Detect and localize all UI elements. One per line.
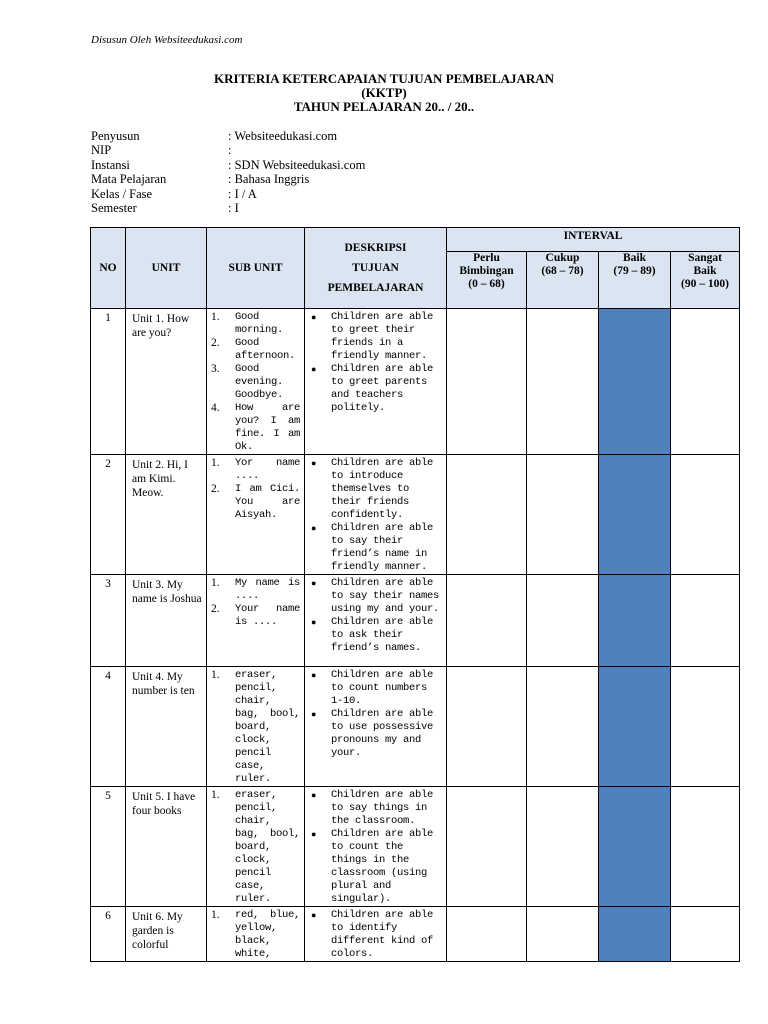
- sub-unit-list: [207, 577, 304, 629]
- cell-no: 1: [91, 309, 126, 455]
- bullet-icon: ●: [311, 910, 317, 920]
- cell-perlu-bimbingan[interactable]: [447, 309, 527, 455]
- header-cukup: [527, 252, 599, 309]
- description-text: Children are able to identify different kind of colors.: [331, 909, 434, 960]
- sub-unit-item: [207, 337, 304, 363]
- cell-no: 3: [91, 575, 126, 667]
- cell-sangat-baik[interactable]: [671, 575, 740, 667]
- sub-unit-number: 2.: [211, 337, 220, 349]
- info-value: : I / A: [228, 186, 257, 201]
- sub-unit-text: red, blue, yellow, black, white,: [235, 909, 300, 960]
- description-item: [305, 363, 446, 415]
- description-item: [305, 522, 446, 574]
- cell-sub-unit: [207, 907, 305, 962]
- kktp-table: [90, 227, 740, 962]
- sub-unit-item: [207, 577, 304, 603]
- cell-baik[interactable]: [599, 667, 671, 787]
- info-row-kelas-fase: [91, 187, 365, 201]
- header-perlu-bimbingan: [447, 252, 527, 309]
- info-label: NIP: [91, 143, 112, 158]
- description-list: [305, 669, 446, 760]
- description-list: [305, 789, 446, 906]
- description-item: [305, 311, 446, 363]
- cell-unit: Unit 2. Hi, I am Kimi. Meow.: [126, 455, 207, 575]
- header-interval: INTERVAL: [447, 228, 740, 252]
- header-unit: UNIT: [126, 228, 207, 309]
- header-sub-unit: SUB UNIT: [207, 228, 305, 309]
- description-text: Children are able to ask their friend’s names.: [331, 616, 434, 654]
- title-line-3: TAHUN PELAJARAN 20.. / 20..: [293, 99, 475, 114]
- description-item: [305, 789, 446, 828]
- info-value: :: [228, 143, 232, 158]
- bullet-icon: ●: [311, 458, 317, 468]
- cell-sub-unit: [207, 575, 305, 667]
- sub-unit-number: 1.: [211, 789, 220, 801]
- sub-unit-item: [207, 909, 304, 961]
- cell-description: [305, 455, 447, 575]
- description-text: Children are able to count numbers 1-10.: [331, 669, 434, 707]
- header-line: Sangat: [688, 252, 722, 264]
- info-row-penyusun: [91, 129, 365, 143]
- sub-unit-list: [207, 789, 304, 906]
- cell-baik[interactable]: [599, 309, 671, 455]
- description-list: [305, 457, 446, 574]
- cell-description: [305, 309, 447, 455]
- cell-cukup[interactable]: [527, 787, 599, 907]
- description-item: [305, 909, 446, 961]
- cell-cukup[interactable]: [527, 455, 599, 575]
- sub-unit-item: [207, 402, 304, 454]
- sub-unit-text: How are you? I am fine. I am Ok.: [235, 402, 300, 453]
- header-deskripsi-line: DESKRIPSI: [344, 242, 407, 254]
- description-list: [305, 577, 446, 655]
- sub-unit-number: 1.: [211, 669, 220, 681]
- sub-unit-number: 1.: [211, 577, 220, 589]
- sub-unit-item: [207, 457, 304, 483]
- table-row: [91, 455, 740, 575]
- header-line: Bimbingan: [459, 265, 514, 277]
- header-baik: [599, 252, 671, 309]
- sub-unit-list: [207, 311, 304, 454]
- description-item: [305, 457, 446, 522]
- document-title: [0, 72, 768, 114]
- sub-unit-number: 2.: [211, 483, 220, 495]
- header-no: NO: [91, 228, 126, 309]
- sub-unit-item: [207, 311, 304, 337]
- bullet-icon: ●: [311, 578, 317, 588]
- bullet-icon: ●: [311, 364, 317, 374]
- cell-description: [305, 575, 447, 667]
- sub-unit-text: eraser, pencil, chair, bag, bool, board, clock, pencil case, ruler.: [235, 669, 300, 785]
- sub-unit-number: 3.: [211, 363, 220, 375]
- table-row: [91, 309, 740, 455]
- table-row: [91, 787, 740, 907]
- sub-unit-item: [207, 483, 304, 522]
- sub-unit-text: Good morning.: [235, 311, 284, 336]
- cell-sub-unit: [207, 309, 305, 455]
- cell-unit: Unit 5. I have four books: [126, 787, 207, 907]
- bullet-icon: ●: [311, 709, 317, 719]
- sub-unit-item: [207, 363, 304, 402]
- cell-description: [305, 907, 447, 962]
- cell-sub-unit: [207, 667, 305, 787]
- cell-unit: Unit 3. My name is Joshua: [126, 575, 207, 667]
- cell-sangat-baik[interactable]: [671, 455, 740, 575]
- cell-sangat-baik[interactable]: [671, 787, 740, 907]
- sub-unit-item: [207, 603, 304, 629]
- sub-unit-text: eraser, pencil, chair, bag, bool, board, clock, pencil case, ruler.: [235, 789, 300, 905]
- cell-baik[interactable]: [599, 907, 671, 962]
- description-text: Children are able to say things in the classroom.: [331, 789, 434, 827]
- cell-cukup[interactable]: [527, 309, 599, 455]
- sub-unit-number: 1.: [211, 909, 220, 921]
- cell-description: [305, 667, 447, 787]
- description-text: Children are able to count the things in the classroom (using plural and singular).: [331, 828, 434, 905]
- info-label: Mata Pelajaran: [91, 172, 167, 187]
- info-row-nip: [91, 143, 365, 157]
- description-item: [305, 577, 446, 616]
- cell-unit: Unit 1. How are you?: [126, 309, 207, 455]
- description-item: [305, 828, 446, 906]
- sub-unit-number: 4.: [211, 402, 220, 414]
- info-value: : Bahasa Inggris: [228, 172, 310, 187]
- cell-sub-unit: [207, 455, 305, 575]
- sub-unit-text: Good afternoon.: [235, 337, 296, 362]
- sub-unit-number: 1.: [211, 457, 220, 469]
- cell-sangat-baik[interactable]: [671, 309, 740, 455]
- info-label: Kelas / Fase: [91, 186, 153, 201]
- info-block: [91, 129, 365, 215]
- info-value: : Websiteedukasi.com: [228, 129, 338, 143]
- header-line: (90 – 100): [681, 278, 729, 290]
- cell-sub-unit: [207, 787, 305, 907]
- cell-perlu-bimbingan[interactable]: [447, 455, 527, 575]
- header-deskripsi-line: TUJUAN: [352, 262, 399, 274]
- sub-unit-text: My name is ....: [235, 577, 300, 602]
- sub-unit-text: Good evening. Goodbye.: [235, 363, 284, 401]
- cell-perlu-bimbingan[interactable]: [447, 907, 527, 962]
- title-line-1: KRITERIA KETERCAPAIAN TUJUAN PEMBELAJARAN: [213, 71, 555, 86]
- bullet-icon: ●: [311, 790, 317, 800]
- cell-description: [305, 787, 447, 907]
- sub-unit-text: Your name is ....: [235, 603, 300, 628]
- cell-no: 5: [91, 787, 126, 907]
- sub-unit-text: I am Cici. You are Aisyah.: [235, 483, 300, 521]
- description-text: Children are able to say their friend’s name in friendly manner.: [331, 522, 434, 573]
- cell-sangat-baik[interactable]: [671, 907, 740, 962]
- cell-no: 6: [91, 907, 126, 962]
- sub-unit-number: 2.: [211, 603, 220, 615]
- cell-cukup[interactable]: [527, 667, 599, 787]
- bullet-icon: ●: [311, 523, 317, 533]
- cell-no: 2: [91, 455, 126, 575]
- description-text: Children are able to greet parents and teachers politely.: [331, 363, 434, 414]
- sub-unit-list: [207, 457, 304, 522]
- sub-unit-item: [207, 789, 304, 906]
- info-label: Semester: [91, 201, 137, 216]
- sub-unit-number: 1.: [211, 311, 220, 323]
- cell-perlu-bimbingan[interactable]: [447, 787, 527, 907]
- table-row: [91, 575, 740, 667]
- cell-baik[interactable]: [599, 575, 671, 667]
- header-line: (68 – 78): [541, 265, 584, 277]
- info-row-semester: [91, 201, 365, 215]
- description-item: [305, 669, 446, 708]
- cell-cukup[interactable]: [527, 575, 599, 667]
- header-sangat-baik: [671, 252, 740, 309]
- description-list: [305, 909, 446, 961]
- info-label: Penyusun: [91, 129, 140, 143]
- description-item: [305, 708, 446, 760]
- bullet-icon: ●: [311, 312, 317, 322]
- cell-sangat-baik[interactable]: [671, 667, 740, 787]
- cell-unit: Unit 6. My garden is colorful: [126, 907, 207, 962]
- table-row: [91, 907, 740, 962]
- sub-unit-list: [207, 909, 304, 961]
- bullet-icon: ●: [311, 670, 317, 680]
- info-value: : SDN Websiteedukasi.com: [228, 157, 366, 172]
- cell-baik[interactable]: [599, 455, 671, 575]
- cell-perlu-bimbingan[interactable]: [447, 575, 527, 667]
- header-line: Baik: [693, 265, 717, 277]
- header-line: Baik: [622, 252, 646, 264]
- header-line: Cukup: [545, 252, 580, 264]
- header-line: (79 – 89): [613, 265, 656, 277]
- cell-unit: Unit 4. My number is ten: [126, 667, 207, 787]
- header-deskripsi: [305, 228, 447, 309]
- description-text: Children are able to introduce themselves to their friends confidently.: [331, 457, 434, 521]
- description-text: Children are able to say their names using my and your.: [331, 577, 440, 615]
- title-line-2: (KKTP): [361, 85, 407, 100]
- table-body: [91, 309, 740, 962]
- document-header-note: Disusun Oleh Websiteedukasi.com: [91, 34, 243, 46]
- info-value: : I: [228, 201, 239, 216]
- cell-no: 4: [91, 667, 126, 787]
- bullet-icon: ●: [311, 829, 317, 839]
- description-item: [305, 616, 446, 655]
- info-label: Instansi: [91, 157, 130, 172]
- info-row-mata-pelajaran: [91, 172, 365, 186]
- sub-unit-item: [207, 669, 304, 786]
- cell-perlu-bimbingan[interactable]: [447, 667, 527, 787]
- sub-unit-text: Yor name ....: [235, 457, 300, 482]
- header-line: Perlu: [473, 252, 500, 264]
- header-line: (0 – 68): [468, 278, 505, 290]
- cell-baik[interactable]: [599, 787, 671, 907]
- description-list: [305, 311, 446, 415]
- bullet-icon: ●: [311, 617, 317, 627]
- table-row: [91, 667, 740, 787]
- description-text: Children are able to use possessive pronouns my and your.: [331, 708, 434, 759]
- info-row-instansi: [91, 158, 365, 172]
- sub-unit-list: [207, 669, 304, 786]
- description-text: Children are able to greet their friends in a friendly manner.: [331, 311, 434, 362]
- cell-cukup[interactable]: [527, 907, 599, 962]
- header-deskripsi-line: PEMBELAJARAN: [327, 282, 424, 294]
